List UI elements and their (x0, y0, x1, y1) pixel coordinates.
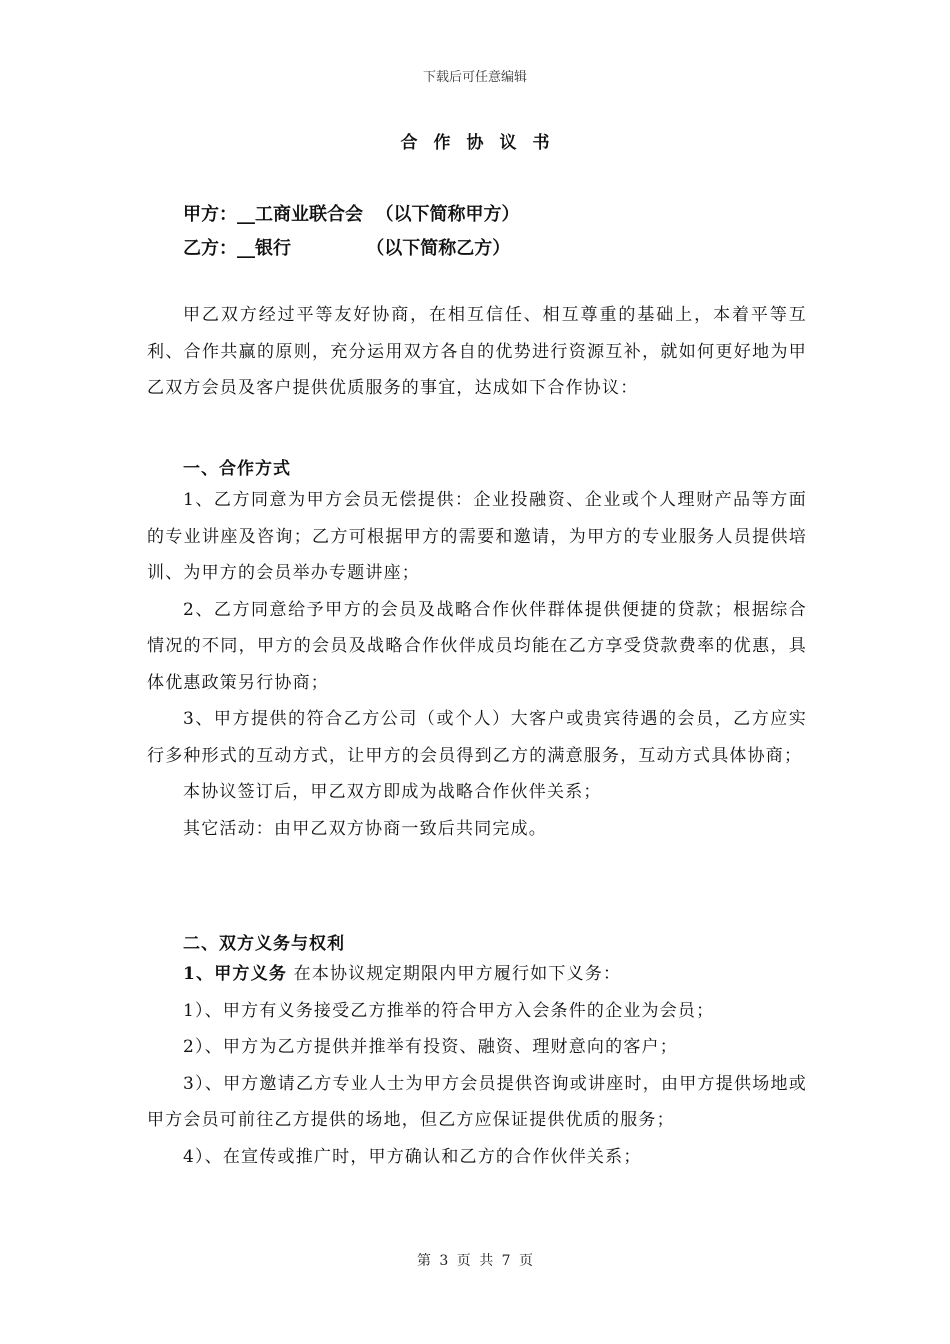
party-a-line: 甲方：__工商业联合会 （以下简称甲方） (183, 204, 520, 225)
document-title: 合作协议书 (400, 133, 566, 153)
section2-block (147, 956, 807, 1175)
section1-item: 3、甲方提供的符合乙方公司（或个人）大客户或贵宾待遇的会员，乙方应实行多种形式的互动方式，让甲方的会员得到乙方的满意服务，互动方式具体协商； (147, 709, 807, 766)
section1-item: 本协议签订后，甲乙双方即成为战略合作伙伴关系； (183, 782, 602, 802)
party-a-duty-text: 在本协议规定期限内甲方履行如下义务： (287, 964, 622, 984)
section1-heading: 一、合作方式 (183, 459, 291, 479)
section1-item: 2、乙方同意给予甲方的会员及战略合作伙伴群体提供便捷的贷款；根据综合情况的不同，甲方的会员及战略合作伙伴成员均能在乙方享受贷款费率的优惠，具体优惠政策另行协商； (147, 599, 807, 693)
section2-item: 3）、甲方邀请乙方专业人士为甲方会员提供咨询或讲座时，由甲方提供场地或甲方会员可前往乙方提供的场地，但乙方应保证提供优质的服务； (147, 1073, 807, 1130)
intro-block (147, 297, 807, 407)
page-number: 第 3 页 共 7 页 (416, 1253, 534, 1269)
party-b-line: 乙方：__银行 （以下简称乙方） (183, 238, 511, 259)
section1-item: 1、乙方同意为甲方会员无偿提供：企业投融资、企业或个人理财产品等方面的专业讲座及咨询；乙方可根据甲方的需要和邀请，为甲方的专业服务人员提供培训、为甲方的会员举办专题讲座； (147, 490, 807, 583)
page-header-note: 下载后可任意编辑 (422, 70, 527, 85)
section1-item: 其它活动：由甲乙双方协商一致后共同完成。 (183, 818, 547, 839)
intro-paragraph: 甲乙双方经过平等友好协商，在相互信任、相互尊重的基础上，本着平等互利、合作共赢的原则，充分运用双方各自的优势进行资源互补，就如何更好地为甲乙双方会员及客户提供优质服务的事宜，达成如下合作协议： (147, 305, 807, 398)
section2-subheading (147, 956, 807, 993)
section1-block (147, 482, 807, 847)
section2-item: 4）、在宣传或推广时，甲方确认和乙方的合作伙伴关系； (183, 1146, 642, 1167)
section2-heading: 二、双方义务与权利 (183, 934, 345, 954)
party-a-duty-label: 1、甲方义务 (183, 964, 288, 984)
section2-item: 1）、甲方有义务接受乙方推举的符合甲方入会条件的企业为会员； (183, 1000, 715, 1021)
section2-item: 2）、甲方为乙方提供并推举有投资、融资、理财意向的客户； (183, 1037, 678, 1057)
